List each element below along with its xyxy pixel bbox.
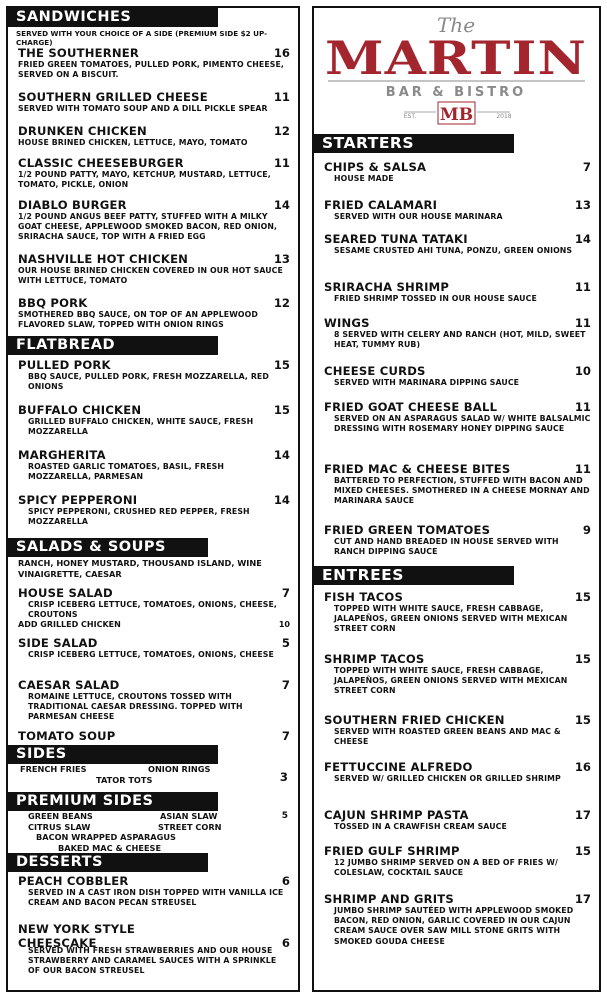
salads-section xyxy=(8,538,298,579)
entree-item xyxy=(314,652,599,697)
item-description: BATTERED TO PERFECTION, STUFFED WITH BACON AND MIXED CHEESES. SMOTHERED IN A CHEESE MORNAY AND MARINARA SAUCE xyxy=(334,476,590,506)
premium-sides-section xyxy=(8,792,298,811)
item-description: SERVED W/ GRILLED CHICKEN OR GRILLED SHRIMP xyxy=(334,774,561,783)
item-price: 7 xyxy=(281,678,290,692)
side-item: GREEN BEANS xyxy=(28,811,93,821)
item-name: SOUTHERN FRIED CHICKEN xyxy=(324,713,505,727)
item-price: 11 xyxy=(574,462,591,476)
starters-header: STARTERS xyxy=(314,134,514,153)
item-name: HOUSE SALAD xyxy=(18,586,113,600)
item-description: GRILLED BUFFALO CHICKEN, WHITE SAUCE, FRESH MOZZARELLA xyxy=(28,417,254,437)
desserts-header: DESSERTS xyxy=(8,853,208,872)
side-item: FRENCH FRIES xyxy=(20,764,87,774)
salad-item xyxy=(8,586,298,630)
item-price: 15 xyxy=(273,358,290,372)
item-price: 15 xyxy=(574,590,591,604)
logo-year: 2018 xyxy=(496,113,512,120)
item-price: 14 xyxy=(273,493,290,507)
desserts-section xyxy=(8,853,298,872)
item-price: 6 xyxy=(281,936,290,950)
side-item: CITRUS SLAW xyxy=(28,821,91,832)
item-price: 12 xyxy=(273,124,290,138)
add-on-label: ADD GRILLED CHICKEN xyxy=(18,620,121,630)
logo-subtitle: BAR & BISTRO xyxy=(385,85,527,100)
item-name: SOUTHERN GRILLED CHEESE xyxy=(18,90,208,104)
side-item: ASIAN SLAW xyxy=(160,811,218,821)
item-name-line2: CHEESCAKE xyxy=(18,936,97,950)
item-price: 15 xyxy=(574,713,591,727)
starter-item xyxy=(314,232,599,256)
premium-sides-price: 5 xyxy=(281,811,288,821)
sandwich-item xyxy=(8,90,298,114)
item-name: CHIPS & SALSA xyxy=(324,160,427,174)
item-price: 5 xyxy=(281,636,290,650)
item-name: CHEESE CURDS xyxy=(324,364,426,378)
entrees-header: ENTREES xyxy=(314,566,514,585)
item-name: DIABLO BURGER xyxy=(18,198,127,212)
starter-item xyxy=(314,198,599,222)
side-item: BACON WRAPPED ASPARAGUS xyxy=(36,832,176,842)
item-name: TOMATO SOUP xyxy=(18,729,116,743)
item-price: 11 xyxy=(273,90,290,104)
sandwich-item xyxy=(8,46,298,80)
item-name: SEARED TUNA TATAKI xyxy=(324,232,468,246)
item-price: 15 xyxy=(574,844,591,858)
item-name: NEW YORK STYLE xyxy=(18,922,135,936)
side-item: ONION RINGS xyxy=(148,764,211,774)
logo-name: MARTIN xyxy=(325,31,587,85)
sides-list xyxy=(8,764,298,785)
martin-logo xyxy=(314,8,599,126)
item-description: ROASTED GARLIC TOMATOES, BASIL, FRESH MOZZARELLA, PARMESAN xyxy=(28,462,224,482)
item-name: FISH TACOS xyxy=(324,590,404,604)
item-price: 14 xyxy=(273,448,290,462)
logo-monogram: MB xyxy=(439,105,474,125)
item-name: FRIED GULF SHRIMP xyxy=(324,844,460,858)
starter-item xyxy=(314,160,599,184)
item-name: FETTUCCINE ALFREDO xyxy=(324,760,473,774)
item-price: 7 xyxy=(281,729,290,743)
item-price: 12 xyxy=(273,296,290,310)
item-name: SIDE SALAD xyxy=(18,636,98,650)
starter-item xyxy=(314,280,599,304)
sides-section xyxy=(8,745,298,764)
item-price: 13 xyxy=(273,252,290,266)
item-price: 16 xyxy=(273,46,290,60)
add-on-price: 10 xyxy=(278,620,290,630)
item-description: 8 SERVED WITH CELERY AND RANCH (HOT, MILD, SWEET HEAT, TUMMY RUB) xyxy=(334,330,586,350)
item-description: TOPPED WITH WHITE SAUCE, FRESH CABBAGE, JALAPEÑOS, GREEN ONIONS SERVED WITH MEXICAN STREET CORN xyxy=(334,666,568,696)
item-name: FRIED CALAMARI xyxy=(324,198,438,212)
sandwiches-note: SERVED WITH YOUR CHOICE OF A SIDE (PREMIUM SIDE $2 UP-CHARGE) xyxy=(16,29,268,47)
item-name: SHRIMP AND GRITS xyxy=(324,892,454,906)
flatbread-item xyxy=(8,403,298,437)
side-item: STREET CORN xyxy=(158,821,222,832)
sides-header: SIDES xyxy=(8,745,218,764)
dessert-item xyxy=(8,874,298,908)
flatbread-header: FLATBREAD xyxy=(8,336,218,355)
starter-item xyxy=(314,462,599,507)
item-price: 11 xyxy=(574,316,591,330)
item-description: SESAME CRUSTED AHI TUNA, PONZU, GREEN ONIONS xyxy=(334,246,573,255)
item-price: 11 xyxy=(574,400,591,414)
flatbread-item xyxy=(8,448,298,482)
item-price: 11 xyxy=(574,280,591,294)
item-description: CUT AND HAND BREADED IN HOUSE SERVED WITH RANCH DIPPING SAUCE xyxy=(334,537,559,557)
sandwich-item xyxy=(8,198,298,243)
starter-item xyxy=(314,523,599,557)
entree-item xyxy=(314,713,599,747)
item-description: BBQ SAUCE, PULLED PORK, FRESH MOZZARELLA, RED ONIONS xyxy=(28,372,269,392)
item-name: MARGHERITA xyxy=(18,448,106,462)
item-description: SERVED WITH ROASTED GREEN BEANS AND MAC & CHEESE xyxy=(334,727,561,747)
item-price: 13 xyxy=(574,198,591,212)
item-price: 17 xyxy=(574,808,591,822)
item-name: DRUNKEN CHICKEN xyxy=(18,124,147,138)
item-description: TOSSED IN A CRAWFISH CREAM SAUCE xyxy=(334,822,507,831)
salad-item xyxy=(8,729,298,743)
sandwich-item xyxy=(8,296,298,330)
item-description: SERVED WITH MARINARA DIPPING SAUCE xyxy=(334,378,520,387)
item-price: 17 xyxy=(574,892,591,906)
item-price: 11 xyxy=(273,156,290,170)
sandwich-item xyxy=(8,252,298,286)
item-name: BUFFALO CHICKEN xyxy=(18,403,142,417)
item-description: SERVED WITH TOMATO SOUP AND A DILL PICKLE SPEAR xyxy=(18,104,268,113)
premium-sides-list xyxy=(8,811,298,853)
item-name: CAESAR SALAD xyxy=(18,678,120,692)
side-item: BAKED MAC & CHEESE xyxy=(58,842,162,853)
item-description: 12 JUMBO SHRIMP SERVED ON A BED OF FRIES W/ COLESLAW, COCKTAIL SAUCE xyxy=(334,858,558,878)
starter-item xyxy=(314,316,599,350)
item-name: BBQ PORK xyxy=(18,296,88,310)
flatbread-item xyxy=(8,358,298,392)
item-name: WINGS xyxy=(324,316,370,330)
item-price: 7 xyxy=(582,160,591,174)
item-description: 1/2 POUND PATTY, MAYO, KETCHUP, MUSTARD, LETTUCE, TOMATO, PICKLE, ONION xyxy=(18,170,271,190)
item-name: PULLED PORK xyxy=(18,358,111,372)
item-name: SRIRACHA SHRIMP xyxy=(324,280,450,294)
starter-item xyxy=(314,400,599,434)
item-description: FRIED SHRIMP TOSSED IN OUR HOUSE SAUCE xyxy=(334,294,537,303)
item-price: 9 xyxy=(582,523,591,537)
item-name: CLASSIC CHEESEBURGER xyxy=(18,156,184,170)
entree-item xyxy=(314,760,599,784)
item-description: FRIED GREEN TOMATOES, PULLED PORK, PIMENTO CHEESE, SERVED ON A BISCUIT. xyxy=(18,60,284,80)
item-name: SHRIMP TACOS xyxy=(324,652,425,666)
item-description: SERVED ON AN ASPARAGUS SALAD W/ WHITE BALSALMIC DRESSING WITH ROSEMARY HONEY DIPPING SAUCE xyxy=(334,414,591,434)
item-name: PEACH COBBLER xyxy=(18,874,129,888)
item-price: 14 xyxy=(273,198,290,212)
side-item: TATOR TOTS xyxy=(96,774,153,785)
item-description: TOPPED WITH WHITE SAUCE, FRESH CABBAGE, JALAPEÑOS, GREEN ONIONS SERVED WITH MEXICAN STREET CORN xyxy=(334,604,568,634)
flatbread-item xyxy=(8,493,298,527)
flatbread-section xyxy=(8,336,298,355)
item-description: ROMAINE LETTUCE, CROUTONS TOSSED WITH TRADITIONAL CAESAR DRESSING. TOPPED WITH PARMESAN CHEESE xyxy=(28,692,243,722)
entree-item xyxy=(314,844,599,878)
item-description: SPICY PEPPERONI, CRUSHED RED PEPPER, FRESH MOZZARELLA xyxy=(28,507,250,527)
item-description: CRISP ICEBERG LETTUCE, TOMATOES, ONIONS, CHEESE xyxy=(28,650,274,659)
sandwich-item xyxy=(8,124,298,148)
premium-sides-header: PREMIUM SIDES xyxy=(8,792,218,811)
sandwiches-section xyxy=(8,8,298,47)
item-price: 14 xyxy=(574,232,591,246)
entree-item xyxy=(314,590,599,635)
entree-item xyxy=(314,808,599,832)
sandwich-item xyxy=(8,156,298,190)
item-description: HOUSE BRINED CHICKEN, LETTUCE, MAYO, TOMATO xyxy=(18,138,248,147)
item-description: HOUSE MADE xyxy=(334,174,394,183)
item-price: 6 xyxy=(281,874,290,888)
item-price: 10 xyxy=(574,364,591,378)
right-menu-column xyxy=(312,6,601,992)
item-description: CRISP ICEBERG LETTUCE, TOMATOES, ONIONS, CHEESE, CROUTONS xyxy=(28,600,277,620)
salads-header: SALADS & SOUPS xyxy=(8,538,208,557)
item-description: SMOTHERED BBQ SAUCE, ON TOP OF AN APPLEWOOD FLAVORED SLAW, TOPPED WITH ONION RINGS xyxy=(18,310,258,330)
item-description: SERVED WITH FRESH STRAWBERRIES AND OUR HOUSE STRAWBERRY AND CARAMEL SAUCES WITH A SPRINKLE OF OUR BACON STREUSEL xyxy=(28,946,277,976)
sandwiches-header: SANDWICHES xyxy=(8,8,218,27)
entree-item xyxy=(314,892,599,947)
item-name: NASHVILLE HOT CHICKEN xyxy=(18,252,189,266)
item-description: JUMBO SHRIMP SAUTÉED WITH APPLEWOOD SMOKED BACON, RED ONION, GARLIC COVERED IN OUR CAJUN CREAM SAUCE OVER SAW MILL STONE GRITS WITH SMOKED GOUDA CHEESE xyxy=(334,906,574,946)
item-name: CAJUN SHRIMP PASTA xyxy=(324,808,469,822)
add-on-row xyxy=(8,620,298,630)
left-menu-column xyxy=(6,6,300,992)
salad-item xyxy=(8,636,298,660)
item-name: THE SOUTHERNER xyxy=(18,46,139,60)
sides-price: 3 xyxy=(279,770,288,784)
item-name: FRIED GOAT CHEESE BALL xyxy=(324,400,498,414)
logo-est: EST. xyxy=(403,113,417,120)
item-description: OUR HOUSE BRINED CHICKEN COVERED IN OUR HOT SAUCE WITH LETTUCE, TOMATO xyxy=(18,266,283,286)
starter-item xyxy=(314,364,599,388)
starters-section xyxy=(314,134,599,153)
entrees-section xyxy=(314,566,599,585)
salad-item xyxy=(8,678,298,723)
item-description: SERVED WITH OUR HOUSE MARINARA xyxy=(334,212,503,221)
item-name: FRIED MAC & CHEESE BITES xyxy=(324,462,511,476)
logo-the: The xyxy=(436,13,476,37)
item-price: 7 xyxy=(281,586,290,600)
dessert-item xyxy=(8,922,298,977)
item-description: SERVED IN A CAST IRON DISH TOPPED WITH VANILLA ICE CREAM AND BACON PECAN STREUSEL xyxy=(28,888,284,908)
item-description: 1/2 POUND ANGUS BEEF PATTY, STUFFED WITH A MILKY GOAT CHEESE, APPLEWOOD SMOKED BACON, RED ONION, SRIRACHA SAUCE, TOP WITH A FRIED EGG xyxy=(18,212,278,242)
item-price: 15 xyxy=(273,403,290,417)
item-price: 16 xyxy=(574,760,591,774)
item-price: 15 xyxy=(574,652,591,666)
item-name: FRIED GREEN TOMATOES xyxy=(324,523,491,537)
dressing-list: RANCH, HONEY MUSTARD, THOUSAND ISLAND, WINE VINAIGRETTE, CAESAR xyxy=(18,558,262,579)
item-name: SPICY PEPPERONI xyxy=(18,493,138,507)
